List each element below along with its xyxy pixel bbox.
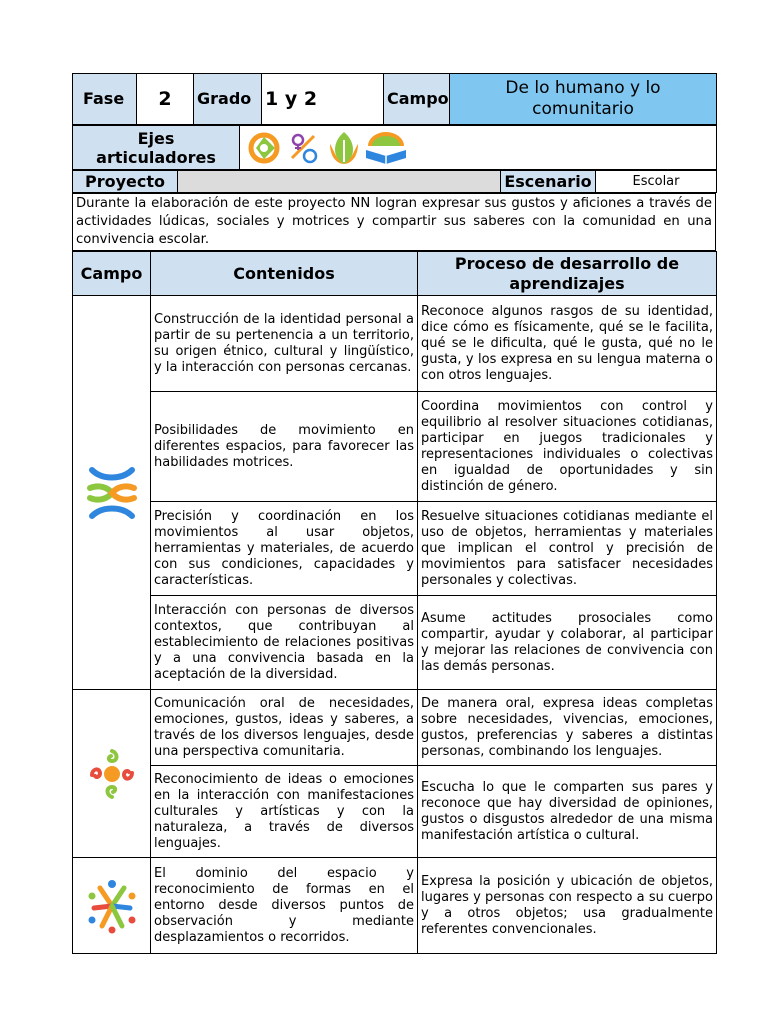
proceso-cell: Expresa la posición y ubicación de objetos, lugares y personas con respecto a su cuerpo y a otros objetos; usa gradualmente referentes convencionales. <box>418 858 717 954</box>
table-row <box>73 858 717 954</box>
description-table <box>72 193 716 251</box>
header-table <box>72 73 717 125</box>
contenido-cell: El dominio del espacio y reconocimiento de formas en el entorno desde diversos puntos de observación y mediante desplazamientos o recorridos. <box>151 858 418 954</box>
contenido-cell: Comunicación oral de necesidades, emociones, gustos, ideas y saberes, a través de los diversos lenguajes, desde una perspectiva comunitaria. <box>151 690 418 766</box>
escenario-value: Escolar <box>596 171 717 193</box>
table-row <box>73 690 717 766</box>
escenario-label: Escenario <box>501 171 596 193</box>
contenido-cell: Construcción de la identidad personal a partir de su pertenencia a un territorio, su origen étnico, cultural y lingüístico, y la interacción con personas cercanas. <box>151 296 418 392</box>
grado-label: Grado <box>194 74 262 125</box>
inclusion-icon <box>251 135 277 161</box>
contenido-cell: Precisión y coordinación en los movimientos al usar objetos, herramientas y materiales, de acuerdo con sus condiciones, capacidades y características. <box>151 502 418 596</box>
proyecto-label: Proyecto <box>73 171 178 193</box>
table-row <box>73 392 717 502</box>
table-row <box>73 766 717 858</box>
ejes-icons <box>240 126 717 170</box>
contenido-cell: Reconocimiento de ideas o emociones en la interacción con manifestaciones culturales y artísticas y con la naturaleza, a través de diversos lenguajes. <box>151 766 418 858</box>
grado-value: 1 y 2 <box>262 74 384 125</box>
column-proceso: Proceso de desarrollo de aprendizajes <box>418 252 717 296</box>
column-campo: Campo <box>73 252 151 296</box>
campo-label: Campo <box>384 74 450 125</box>
contenido-cell: Posibilidades de movimiento en diferentes espacios, para favorecer las habilidades motrices. <box>151 392 418 502</box>
lectura-escritura-icon <box>366 132 406 164</box>
proyecto-value <box>178 171 501 193</box>
saberes-pensamiento-cientifico-icon <box>86 878 138 934</box>
table-row <box>73 596 717 690</box>
column-contenidos: Contenidos <box>151 252 418 296</box>
contenido-cell: Interacción con personas de diversos contextos, que contribuyan al establecimiento de relaciones positivas y a una convivencia basada en la aceptación de la diversidad. <box>151 596 418 690</box>
planning-sheet <box>72 73 716 954</box>
campo-cell-lenguajes <box>73 690 151 858</box>
fase-label: Fase <box>73 74 137 125</box>
campo-cell-saberes <box>73 858 151 954</box>
vida-saludable-icon <box>330 132 358 164</box>
proceso-cell: De manera oral, expresa ideas completas sobre necesidades, vivencias, emociones, gustos, preferencias y saberes a distintas personas, combinando los lenguajes. <box>418 690 717 766</box>
content-table <box>72 251 717 954</box>
proceso-cell: Asume actitudes prosociales como compartir, ayudar y colaborar, al participar y mejorar las relaciones de convivencia con las demás personas. <box>418 596 717 690</box>
campo-value: De lo humano y lo comunitario <box>450 74 717 125</box>
lenguajes-icon <box>88 747 136 801</box>
proceso-cell: Escucha lo que le comparten sus pares y reconoce que hay diversidad de opiniones, gustos o disgustos alrededor de una misma manifestación artística o cultural. <box>418 766 717 858</box>
proceso-cell: Reconoce algunos rasgos de su identidad, dice cómo es físicamente, qué se le facilita, qué se le dificulta, qué le gusta, qué no le gusta, y los expresa en su lengua materna o con otros lenguajes. <box>418 296 717 392</box>
proyecto-description: Durante la elaboración de este proyecto NN logran expresar sus gustos y aficiones a través de actividades lúdicas, sociales y motrices y compartir sus saberes con la comunidad en una convivencia escolar. <box>73 194 716 251</box>
ejes-table <box>72 125 717 170</box>
campo-cell-humano <box>73 296 151 690</box>
igualdad-genero-icon <box>292 135 316 162</box>
fase-value: 2 <box>137 74 194 125</box>
proceso-cell: Coordina movimientos con control y equilibrio al resolver situaciones cotidianas, participar en juegos tradicionales y representaciones individuales o colectivas en igualdad de oportunidades y sin distinción de género. <box>418 392 717 502</box>
proyecto-table <box>72 170 717 193</box>
proceso-cell: Resuelve situaciones cotidianas mediante el uso de objetos, herramientas y materiales que implican el control y precisión de movimientos para satisfacer necesidades personales y colectivas. <box>418 502 717 596</box>
table-row <box>73 502 717 596</box>
humano-comunitario-icon <box>86 466 138 520</box>
table-row <box>73 296 717 392</box>
ejes-label: Ejes articuladores <box>73 126 240 170</box>
